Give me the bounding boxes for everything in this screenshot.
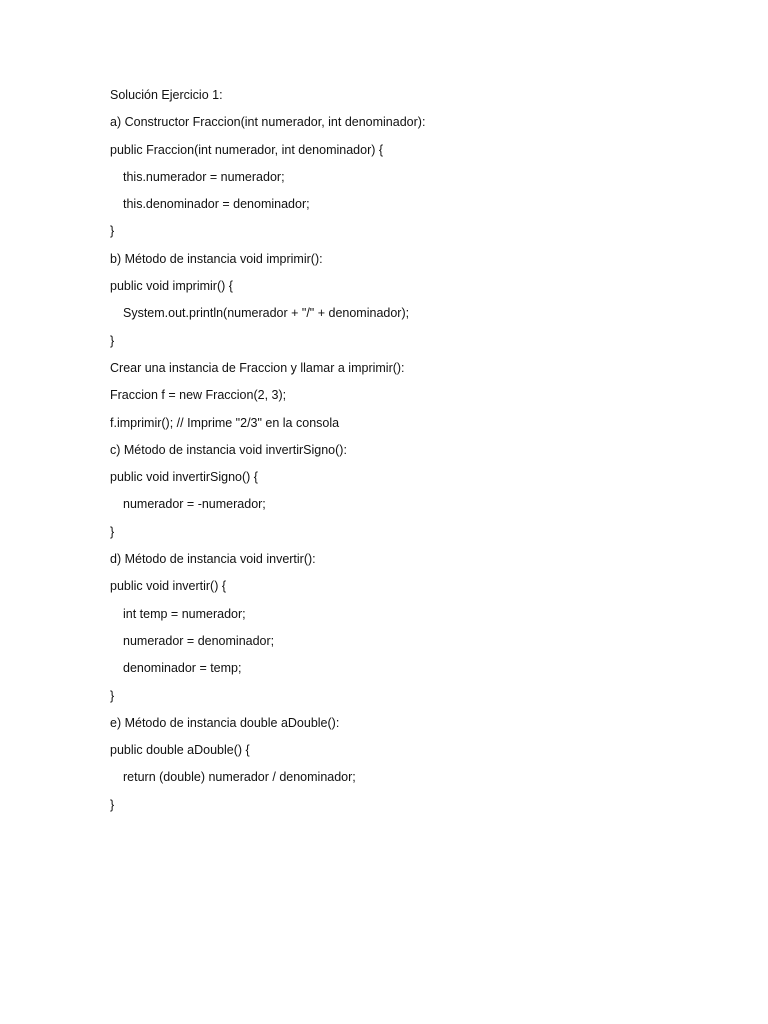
document-line: this.denominador = denominador; [123, 197, 310, 212]
document-line: a) Constructor Fraccion(int numerador, int denominador): [110, 115, 426, 130]
document-line: return (double) numerador / denominador; [123, 770, 356, 785]
document-line: int temp = numerador; [123, 606, 246, 621]
document-line: Fraccion f = new Fraccion(2, 3); [110, 388, 287, 403]
document-line: numerador = -numerador; [123, 497, 266, 512]
document-line: System.out.println(numerador + "/" + denominador); [123, 306, 410, 321]
document-line: f.imprimir(); // Imprime "2/3" en la consola [110, 415, 340, 430]
document-line: Crear una instancia de Fraccion y llamar a imprimir(): [110, 360, 405, 375]
document-line: } [110, 333, 115, 348]
document-line: public Fraccion(int numerador, int denominador) { [110, 142, 384, 157]
document-line: numerador = denominador; [123, 633, 275, 648]
document-line: this.numerador = numerador; [123, 169, 285, 184]
document-line: e) Método de instancia double aDouble(): [110, 715, 340, 730]
document-line: public double aDouble() { [110, 743, 250, 758]
document-body [110, 85, 710, 822]
document-line: b) Método de instancia void imprimir(): [110, 251, 323, 266]
document-line: } [110, 688, 115, 703]
document-line: } [110, 224, 115, 239]
document-line: denominador = temp; [123, 661, 242, 676]
document-line: public void imprimir() { [110, 279, 233, 294]
document-line: Solución Ejercicio 1: [110, 88, 223, 102]
document-line: } [110, 524, 115, 539]
document-line: } [110, 797, 115, 812]
document-line: c) Método de instancia void invertirSigno(): [110, 442, 347, 457]
document-line: public void invertir() { [110, 579, 227, 594]
document-line: d) Método de instancia void invertir(): [110, 552, 316, 567]
document-line: public void invertirSigno() { [110, 470, 258, 485]
